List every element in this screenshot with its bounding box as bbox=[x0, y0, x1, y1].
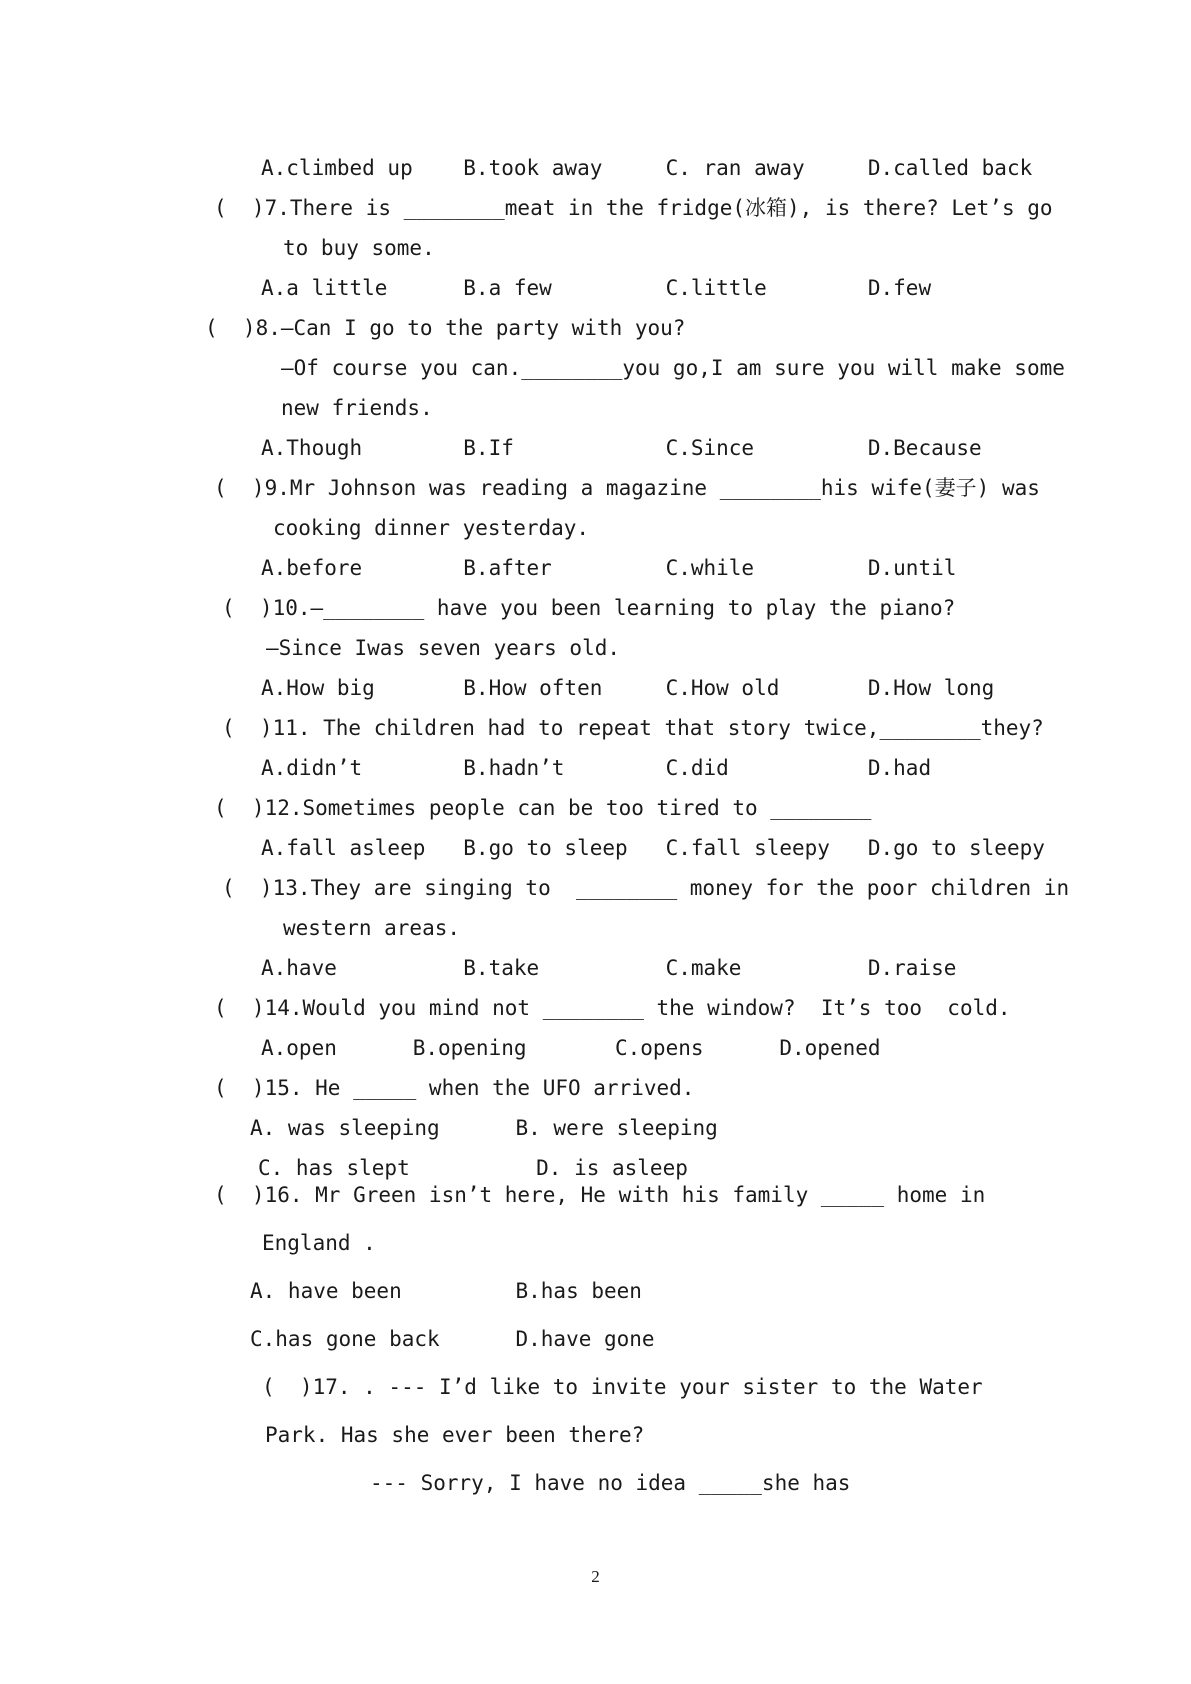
q16-question-cont: England . bbox=[262, 1231, 376, 1255]
q15-options-cd: C. has slept D. is asleep bbox=[258, 1156, 688, 1180]
q12-options: A.fall asleep B.go to sleep C.fall sleepy D.go to sleepy bbox=[261, 836, 1045, 860]
q10-options: A.How big B.How often C.How old D.How long bbox=[261, 676, 995, 700]
q8-question-cont-2: new friends. bbox=[281, 396, 433, 420]
page-number: 2 bbox=[591, 1567, 600, 1586]
q7-question-cont: to buy some. bbox=[283, 236, 435, 260]
q9-options: A.before B.after C.while D.until bbox=[261, 556, 957, 580]
q9-question: ( )9.Mr Johnson was reading a magazine ________his wife(妻子) was bbox=[214, 476, 1040, 500]
q16-question: ( )16. Mr Green isn’t here, He with his family _____ home in bbox=[214, 1183, 986, 1207]
q6-options: A.climbed up B.took away C. ran away D.called back bbox=[261, 156, 1033, 180]
q10-question: ( )10.—________ have you been learning to play the piano? bbox=[222, 596, 956, 620]
q8-options: A.Though B.If C.Since D.Because bbox=[261, 436, 982, 460]
q13-question: ( )13.They are singing to ________ money for the poor children in bbox=[222, 876, 1070, 900]
q7-options: A.a little B.a few C.little D.few bbox=[261, 276, 932, 300]
q12-question: ( )12.Sometimes people can be too tired to ________ bbox=[214, 796, 872, 820]
q17-answer: --- Sorry, I have no idea _____she has bbox=[370, 1471, 851, 1495]
q8-question-cont: —Of course you can.________you go,I am sure you will make some bbox=[281, 356, 1065, 380]
q11-question: ( )11. The children had to repeat that story twice,________they? bbox=[222, 716, 1044, 740]
q15-options-ab: A. was sleeping B. were sleeping bbox=[250, 1116, 718, 1140]
q10-answer: —Since Iwas seven years old. bbox=[266, 636, 621, 660]
q14-options: A.open B.opening C.opens D.opened bbox=[261, 1036, 881, 1060]
q11-options: A.didn’t B.hadn’t C.did D.had bbox=[261, 756, 932, 780]
q13-options: A.have B.take C.make D.raise bbox=[261, 956, 957, 980]
q16-options-cd: C.has gone back D.have gone bbox=[250, 1327, 655, 1351]
q16-options-ab: A. have been B.has been bbox=[250, 1279, 642, 1303]
q17-question-cont: Park. Has she ever been there? bbox=[265, 1423, 645, 1447]
q13-question-cont: western areas. bbox=[283, 916, 461, 940]
q15-question: ( )15. He _____ when the UFO arrived. bbox=[214, 1076, 695, 1100]
q14-question: ( )14.Would you mind not ________ the window? It’s too cold. bbox=[214, 996, 1011, 1020]
q8-question: ( )8.—Can I go to the party with you? bbox=[205, 316, 686, 340]
q17-question: ( )17. . --- I’d like to invite your sister to the Water bbox=[262, 1375, 983, 1399]
q9-question-cont: cooking dinner yesterday. bbox=[273, 516, 590, 540]
q7-question: ( )7.There is ________meat in the fridge(冰箱), is there? Let’s go bbox=[214, 196, 1053, 220]
